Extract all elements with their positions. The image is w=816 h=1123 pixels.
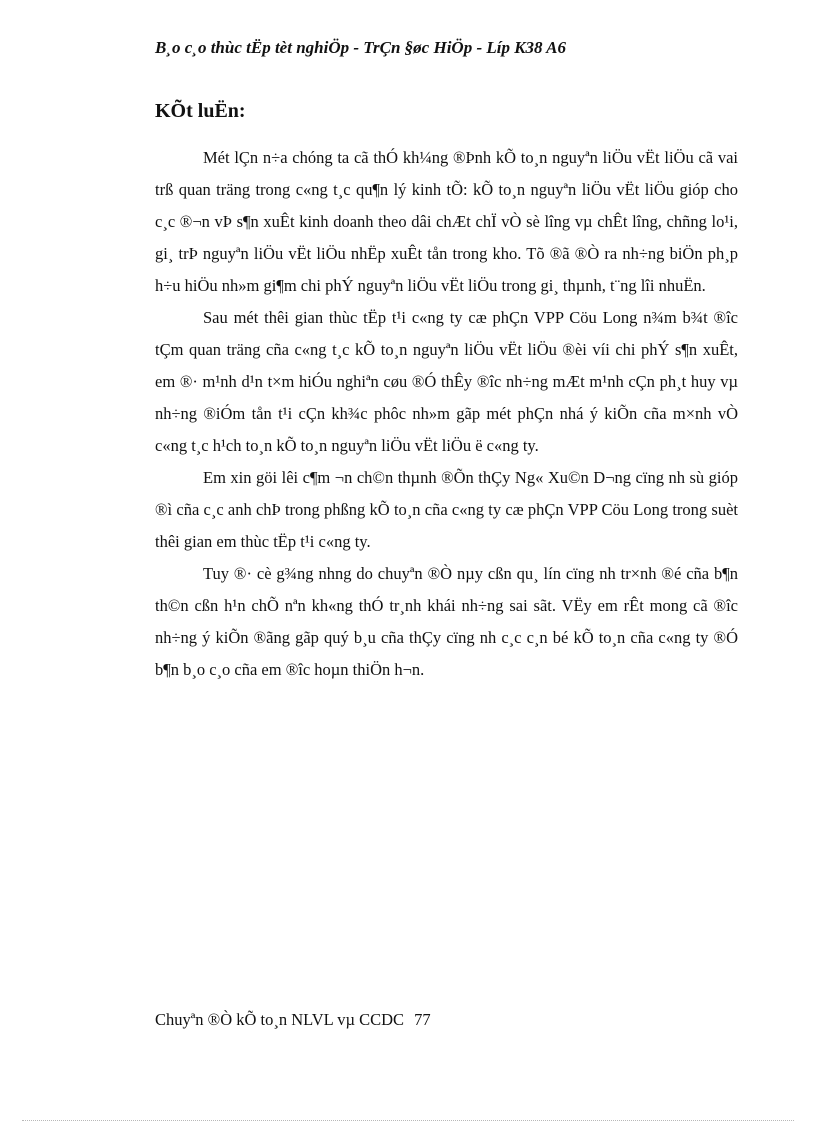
- paragraph: Tuy ®· cè g¾ng nhng do chuyªn ®Ò nµy cßn qu¸ lín cïng nh tr×nh ®é cña b¶n th©n cßn h¹n chÕ nªn kh«ng thÓ tr¸nh khái nh÷ng sai sãt. VËy em rÊt mong cã ®îc nh÷ng ý kiÕn ®ãng gãp quý b¸u cña thÇy cïng nh c¸c c¸n bé kÕ to¸n cña c«ng ty ®Ó b¶n b¸o c¸o cña em ®îc hoµn thiÖn h¬n.: [155, 564, 738, 679]
- page-number: 77: [414, 1010, 431, 1029]
- paragraph: Sau mét thêi gian thùc tËp t¹i c«ng ty cæ phÇn VPP Cöu Long n¾m b¾t ®îc tÇm quan träng cña c«ng t¸c kÕ to¸n nguyªn liÖu vËt liÖu ®èi víi chi phÝ s¶n xuÊt, em ®· m¹nh d¹n t×m hiÓu nghiªn cøu ®Ó thÊy ®îc nh÷ng mÆt m¹nh cÇn ph¸t huy vµ nh÷ng ®iÓm tån t¹i cÇn kh¾c phôc nh»m gãp mét phÇn nhá ý kiÕn cña m×nh vÒ c«ng t¸c h¹ch to¸n kÕ to¸n nguyªn liÖu vËt liÖu ë c«ng ty.: [155, 308, 738, 455]
- paragraph: Mét lÇn n÷a chóng ta cã thÓ kh¼ng ®Þnh kÕ to¸n nguyªn liÖu vËt liÖu cã vai trß quan träng trong c«ng t¸c qu¶n lý kinh tÕ: kÕ to¸n nguyªn liÖu vËt liÖu gióp cho c¸c ®¬n vÞ s¶n xuÊt kinh doanh theo dâi chÆt chÏ vÒ sè lîng vµ chÊt lîng, chñng lo¹i, gi¸ trÞ nguyªn liÖu vËt liÖu nhËp xuÊt tån trong kho. Tõ ®ã ®Ò ra nh÷ng biÖn ph¸p h÷u hiÖu nh»m gi¶m chi phÝ nguyªn liÖu vËt liÖu trong gi¸ thµnh, t¨ng lîi nhuËn.: [155, 148, 738, 295]
- body-text: [155, 142, 738, 686]
- page-bottom-divider: [22, 1120, 794, 1121]
- section-heading: KÕt luËn:: [155, 100, 246, 122]
- paragraph: Em xin göi lêi c¶m ¬n ch©n thµnh ®Õn thÇy Ng« Xu©n D¬ng cïng nh sù gióp ®ì cña c¸c anh chÞ trong phßng kÕ to¸n cña c«ng ty cæ phÇn VPP Cöu Long trong suèt thêi gian em thùc tËp t¹i c«ng ty.: [155, 468, 738, 551]
- page-footer: [155, 1010, 431, 1030]
- footer-label: Chuyªn ®Ò kÕ to¸n NLVL vµ CCDC: [155, 1010, 405, 1029]
- running-header: B¸o c¸o thùc tËp tèt nghiÖp - TrÇn §øc HiÖp - Líp K38 A6: [155, 38, 567, 57]
